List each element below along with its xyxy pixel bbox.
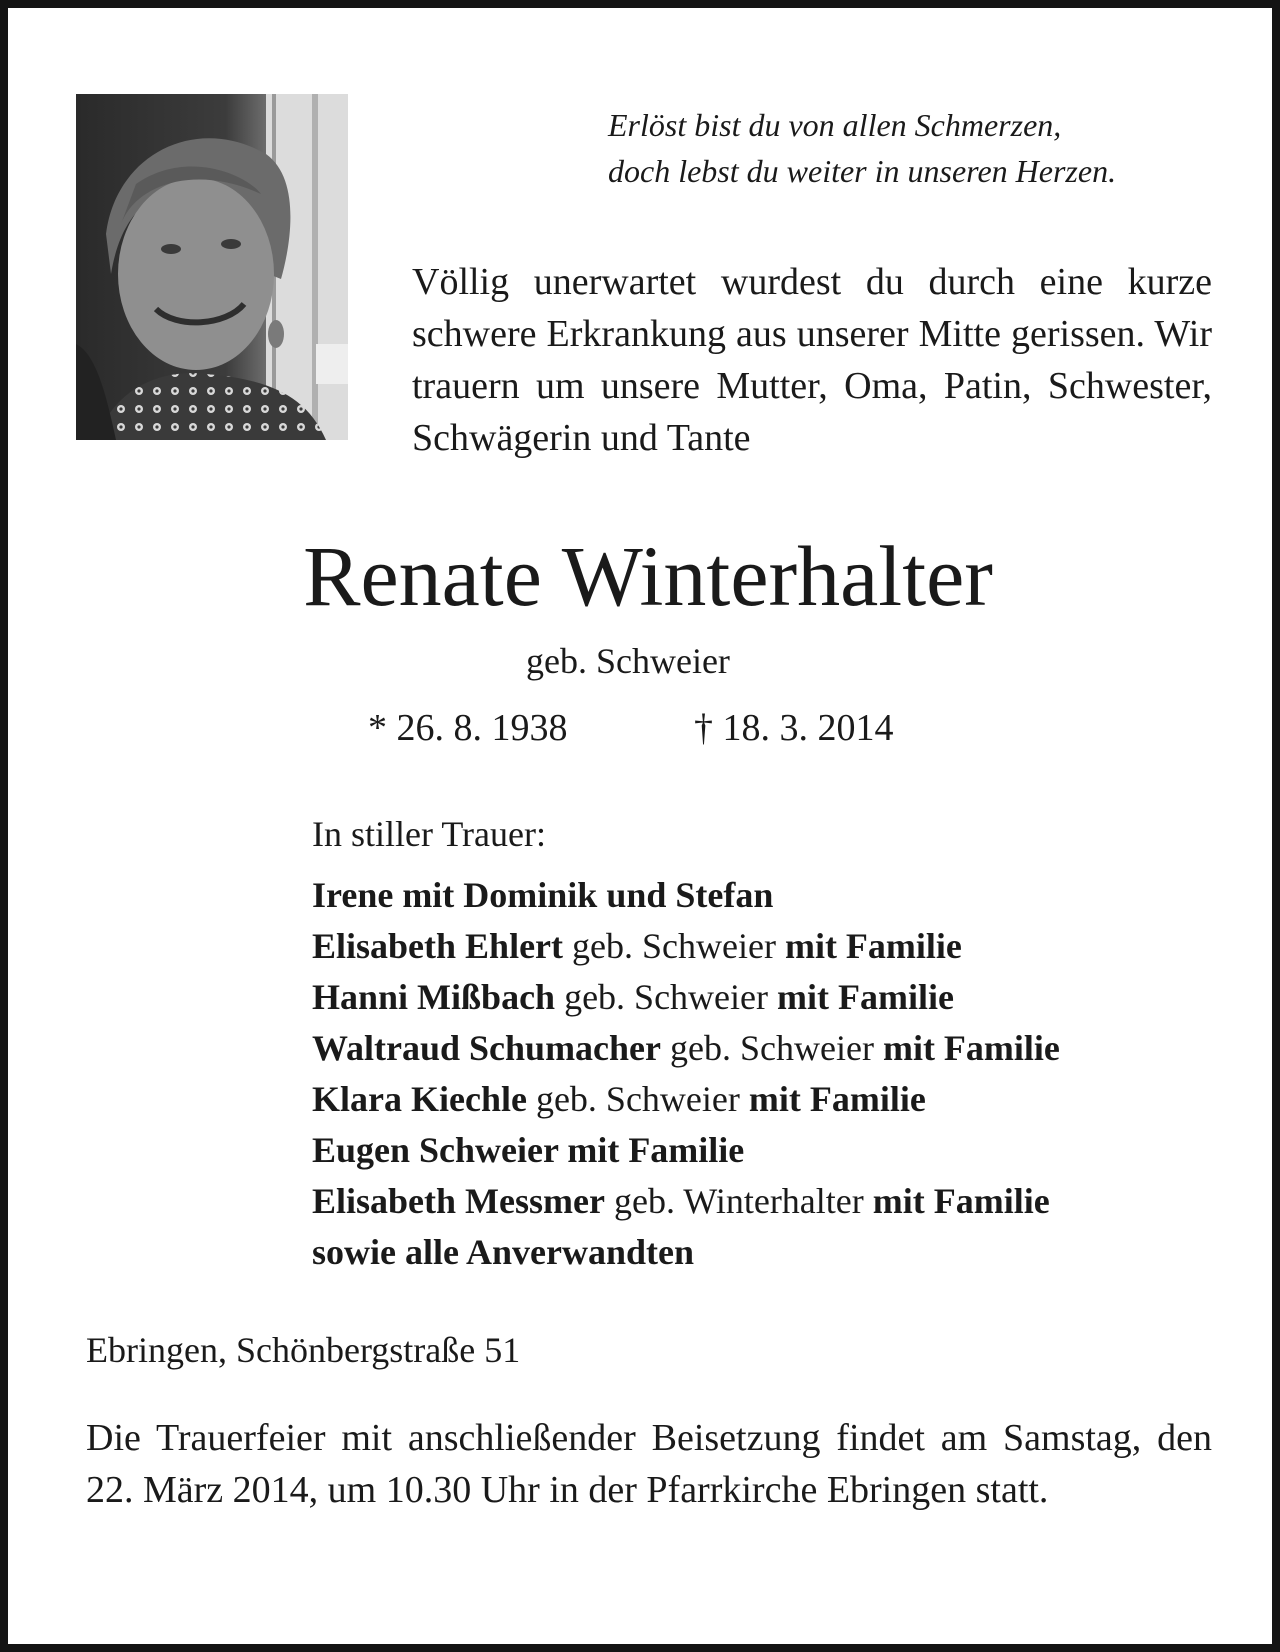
deceased-name: Renate Winterhalter bbox=[303, 528, 993, 624]
mourner-note: geb. Schweier bbox=[555, 977, 778, 1017]
mourner-note: geb. Winterhalter bbox=[604, 1181, 873, 1221]
mourner-name: Waltraud Schumacher bbox=[312, 1028, 662, 1068]
mourner-name: sowie alle Anverwandten bbox=[312, 1232, 694, 1272]
mourner-note: geb. Schweier bbox=[563, 926, 785, 966]
mourner-name: Hanni Mißbach bbox=[312, 977, 556, 1017]
mourner-note: geb. Schweier bbox=[661, 1028, 883, 1068]
mourner-note: geb. Schweier bbox=[526, 1079, 749, 1119]
home-address: Ebringen, Schönbergstraße 51 bbox=[86, 1330, 521, 1370]
birth-date: * 26. 8. 1938 bbox=[368, 707, 568, 749]
mourner-line bbox=[312, 972, 1242, 1023]
mourner-family: mit Familie bbox=[784, 926, 962, 966]
mourner-name: Klara Kiechle bbox=[312, 1079, 527, 1119]
mourner-line bbox=[312, 1125, 1242, 1176]
mourner-line bbox=[312, 1074, 1242, 1125]
mourners-section bbox=[312, 808, 1242, 1278]
death-date: † 18. 3. 2014 bbox=[694, 707, 894, 749]
memorial-motto bbox=[608, 102, 1228, 194]
mourner-name: Irene mit Dominik und Stefan bbox=[312, 875, 774, 915]
funeral-notice: Die Trauerfeier mit anschließender Beisetzung findet am Samstag, den 22. März 2014, um 10.30 Uhr in der Pfarrkirche Ebringen statt. bbox=[86, 1417, 1212, 1511]
mourner-family: mit Familie bbox=[748, 1079, 926, 1119]
mourner-line bbox=[312, 870, 1242, 921]
intro-text: Völlig unerwartet wurdest du durch eine kurze schwere Erkrankung aus unserer Mitte gerissen. Wir trauern um unsere Mutter, Oma, Patin, Schwester, Schwägerin und Tante bbox=[412, 261, 1212, 459]
mourner-line bbox=[312, 1023, 1242, 1074]
motto-line-1: Erlöst bist du von allen Schmerzen, bbox=[608, 107, 1062, 143]
mourner-name: Elisabeth Messmer bbox=[312, 1181, 605, 1221]
motto-line-2: doch lebst du weiter in unseren Herzen. bbox=[608, 153, 1117, 189]
mourner-family: mit Familie bbox=[872, 1181, 1050, 1221]
portrait-photo bbox=[76, 94, 348, 440]
mourner-name: Elisabeth Ehlert bbox=[312, 926, 564, 966]
mourners-label: In stiller Trauer: bbox=[312, 814, 546, 854]
maiden-name: geb. Schweier bbox=[526, 641, 730, 681]
mourner-line bbox=[312, 1227, 1242, 1278]
mourner-name: Eugen Schweier mit Familie bbox=[312, 1130, 745, 1170]
mourner-line bbox=[312, 921, 1242, 972]
mourner-family: mit Familie bbox=[882, 1028, 1060, 1068]
mourner-family: mit Familie bbox=[777, 977, 954, 1017]
mourner-line bbox=[312, 1176, 1242, 1227]
